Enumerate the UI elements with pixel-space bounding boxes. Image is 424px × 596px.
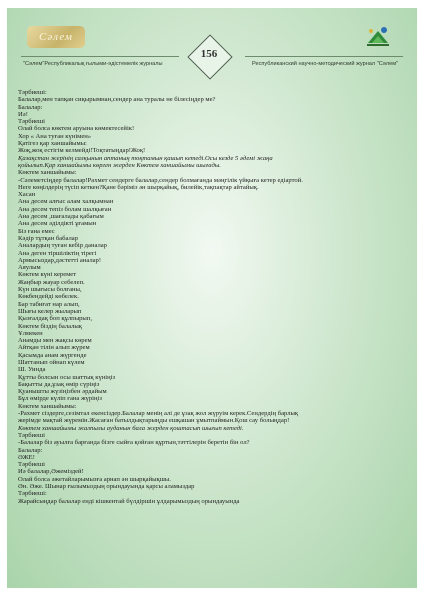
text-line: Аяулым <box>18 264 41 272</box>
text-line: Шаттанып ойнап күлем <box>18 358 85 366</box>
text-line: -Рахмет сіздерге,сезімтал екенсіздер.Балалар менің алі де ұзақ жол жүруім керек.Сендердің барлық <box>18 410 299 418</box>
text-line: Қуанышты жүзіңізбен әрдайым <box>18 388 107 396</box>
text-line: Тәрбиеші <box>18 118 45 126</box>
article-body <box>18 89 410 505</box>
text-line: Жаңбыр жауар себелеп. <box>18 278 85 286</box>
text-line: Хор « Ана туған күнімен» <box>18 132 92 140</box>
text-line: Қасымда анам жүргенде <box>18 351 87 359</box>
text-line: Олай болса көктем аруына көмектесейік! <box>18 125 135 133</box>
text-line: Бар табиғат нар алып, <box>18 300 80 308</box>
text-line: Ана деген тіршіліктің тірегі <box>18 249 97 257</box>
text-line: Тәрбиеші <box>18 461 45 469</box>
text-line: Біз ғана емес <box>18 227 55 235</box>
text-line: Ш. Уинда <box>18 366 46 374</box>
text-line: Балалар: <box>18 446 43 454</box>
header-divider-left <box>21 56 179 57</box>
text-line: Жарайсыңдар балалар енді кішкентай бүлдіршін ұлдарымыздың орындауында <box>18 497 240 505</box>
text-line: Хасан <box>18 191 36 199</box>
text-line: Қазақстан жерінің салқынын аптаның тоқтамын қашып кетеді.Осы кезде 5 әдемі жаңа <box>18 154 273 162</box>
text-line: Бақытты да,ұзақ өмір сүріңіз <box>18 380 100 388</box>
text-line: Бұл өмірде күліп ғана жүріңіз <box>18 395 102 403</box>
text-line: Анамды мен жақсы көрем <box>18 337 92 345</box>
text-line: Ана десем ,шағалады қабағым <box>18 213 104 221</box>
text-line: Тәрбиеші: <box>18 89 47 96</box>
journal-page <box>7 8 417 588</box>
text-line: Көктем біздің балалық <box>18 322 83 330</box>
text-line: Иә балалар,Әжеміздей! <box>18 468 84 476</box>
header-caption-right: Республиканский научно-методический журнал "Сәлем" <box>252 61 399 67</box>
text-line: Құтты болсын осы шаттық күніңіз <box>18 373 116 381</box>
text-line: Жоқ,жоқ естігім келмейді!Тоқтатыңдар!Жоқ! <box>18 147 146 155</box>
journal-header <box>7 8 417 88</box>
text-line: Шығы келер жыларып <box>18 307 82 315</box>
text-line: Аналардың туған кебір даналар <box>18 242 107 250</box>
text-line: Кәдір тұтқан бабалар <box>18 234 78 242</box>
text-line: Балалар: <box>18 103 43 111</box>
text-line: қойылып.Қар ханшайымы көрген жерден Көктем ханшайымы шығады. <box>18 161 221 169</box>
text-line: Ана десем алғыс алам халқымнан <box>18 198 114 206</box>
page-number: 156 <box>200 48 218 60</box>
text-line: Тәрбиеші <box>18 431 45 439</box>
text-line: ӘЖЕ! <box>18 453 35 461</box>
text-line: Күн шығысы болғаны, <box>18 286 82 294</box>
text-line: Көктем күні керемет <box>18 271 77 279</box>
text-line: Иә! <box>18 110 28 118</box>
text-line: Көктем ханшайымы жалпылы ауданын бала жерден қоштасып шығып кетеді. <box>18 424 244 432</box>
text-line: Ана десем тепіз болам шалқыған <box>18 205 112 213</box>
text-line: Тәрбиеші: <box>18 490 47 498</box>
text-line: Қызғалдақ боп құлпырып, <box>18 315 93 323</box>
text-line: Көкбендейді көбелек. <box>18 293 79 301</box>
header-divider-right <box>245 56 403 57</box>
text-line: Ана десем әділдікті ұғамын <box>18 220 97 228</box>
text-line: Армысыздар,дәстетті аналар! <box>18 256 102 264</box>
journal-logo: Сәлем <box>27 26 85 48</box>
text-line: жерімде мақтай жүремін.Жасаған батылдықтарыңды ешқашан ұмытпаймын.Қош сау болыңдар! <box>18 417 290 425</box>
text-line: -Балалар біз ауылға барғанда бізге сыйға қойған құртын,тәттілерін беретін бін ол? <box>18 439 250 447</box>
text-line: Көктем ханшайымы: <box>18 402 77 410</box>
header-caption-left: "Сәлем"Республикалық ғылыми-әдістемелік журналы <box>23 61 163 67</box>
text-line: Айтқан тілін алып жүрем <box>18 344 90 352</box>
emblem-icon <box>365 24 391 50</box>
text-line: Балалар,мен тапқан сиқырымнан,сендер ана туралы не білесіңдер ме? <box>18 96 216 104</box>
text-line: -Сәлеметсіңдер балалар!Рахмет сендерге балалар,сендер болмағанда мәңгілік үйқыға кетер едіартой. <box>18 176 303 184</box>
text-line: Ұлмекен <box>18 329 43 337</box>
text-line: Неге көңілдерің түсіп кеткен?Қане бәріміз ән шырқайық, билейік,тақпақтар айтайық. <box>18 183 259 191</box>
text-line: Қатігез қар ханшайымы: <box>18 140 87 148</box>
text-line: Ән. Әже. Шынар ғылымыздың орындауында қарсы аламыздар <box>18 483 195 491</box>
text-line: Көктем ханшайымы: <box>18 169 77 177</box>
text-line: Олай болса әжетайларымызға арнап ән шырқайықшы. <box>18 475 171 483</box>
